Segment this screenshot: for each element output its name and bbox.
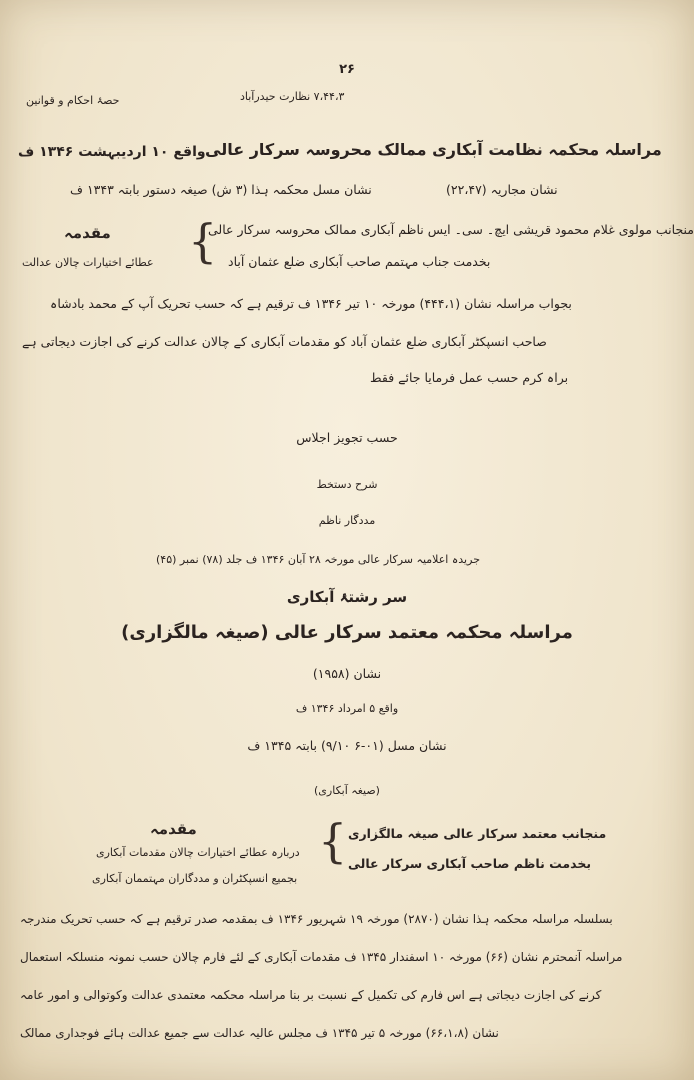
- letter2-heading: سر رشتۂ آبکاری: [286, 588, 408, 606]
- brace-icon-2: {: [318, 814, 348, 868]
- header-center-ref: ۷،۴۴،۳ نظارت حیدرآباد: [240, 90, 345, 103]
- letter1-subject-label: مقدمہ: [64, 224, 111, 242]
- letter1-body-line2: صاحب انسپکٹر آبکاری ضلع عثمان آباد کو مقدمات آبکاری کے چالان عدالت کرنے کی اجازت دیجاتی ہے: [22, 334, 547, 349]
- letter2-body-line1: بسلسلہ مراسلہ محکمہ ہذا نشان (۲۸۷۰) مورخہ ۱۹ شہریور ۱۳۴۶ ف بمقدمہ صدر ترقیم ہے کہ حسب تحریک مندرجہ: [20, 912, 613, 926]
- letter1-to: بخدمت جناب مہتمم صاحب آبکاری ضلع عثمان آباد: [228, 254, 491, 269]
- letter2-title: مراسلہ محکمہ معتمد سرکار عالی (صیغہ مالگزاری): [121, 622, 573, 643]
- letter1-ref-no: نشان مجاریہ (۲۲،۴۷): [446, 182, 558, 197]
- letter2-body-line2: مراسلہ آنمحترم نشان (۶۶) مورخہ ۱۰ اسفندار ۱۳۴۵ ف مقدمات آبکاری کے لئے فارم چالان حسب نمونہ منسلکہ استعمال: [20, 950, 623, 964]
- letter1-date: واقع ۱۰ اردیبہشت ۱۳۴۶ ف: [18, 144, 206, 160]
- letter1-body-line1: بجواب مراسلہ نشان (۴۴۴،۱) مورخہ ۱۰ تیر ۱۳۴۶ ف ترقیم ہے کہ حسب تحریک آپ کے محمد بادشاہ: [50, 296, 572, 311]
- page-number: ۲۶: [339, 62, 355, 77]
- letter1-title: مراسلہ محکمہ نظامت آبکاری ممالک محروسہ سرکار عالی: [205, 140, 662, 159]
- letter1-closing3: مددگار ناظم: [318, 514, 376, 527]
- letter2-from: منجانب معتمد سرکار عالی صیغہ مالگزاری: [348, 826, 607, 841]
- letter2-subject-label: مقدمہ: [150, 820, 197, 838]
- letter1-body-line3: براہ کرم حسب عمل فرمایا جائے فقط: [370, 370, 569, 385]
- letter2-subject-line2: بجمیع انسپکٹران و مددگاران مہتممان آبکاری: [92, 872, 298, 885]
- header-left-note: حصۂ احکام و قوانین: [26, 94, 120, 107]
- letter2-body-line4: نشان (۶۶،۱،۸) مورخہ ۵ تیر ۱۳۴۵ ف مجلس عالیہ عدالت سے جمیع عدالت ہائے فوجداری ممالک: [20, 1026, 499, 1040]
- gazette-ref: جریدہ اعلامیہ سرکار عالی مورخہ ۲۸ آبان ۱۳۴۶ ف جلد (۷۸) نمبر (۴۵): [156, 553, 480, 566]
- brace-icon: {: [188, 214, 218, 268]
- letter1-closing2: شرح دستخط: [316, 478, 378, 491]
- letter2-number: نشان (۱۹۵۸): [312, 666, 382, 681]
- letter1-file-no: نشان مسل محکمہ ہذا (۳ ش) صیغہ دستور بابتہ ۱۳۴۳ ف: [70, 182, 372, 197]
- letter2-body-line3: کرنے کی اجازت دیجاتی ہے اس فارم کی تکمیل کے نسبت بر بنا مراسلہ محکمہ معتمدی عدالت وکوتوالی و امور عامہ: [20, 988, 602, 1002]
- letter2-file-no: نشان مسل (۰۱-۶ ۹/۱۰) بابتہ ۱۳۴۵ ف: [247, 738, 447, 753]
- letter1-from: منجانب مولوی غلام محمود قریشی ایچ۔ سی۔ ایس ناظم آبکاری ممالک محروسہ سرکار عالی: [208, 222, 694, 237]
- letter2-dept: (صیغہ آبکاری): [314, 784, 380, 797]
- letter1-closing1: حسب تجویز اجلاس: [296, 430, 398, 445]
- letter1-subject-text: عطائے اختیارات چالان عدالت: [22, 256, 154, 269]
- letter2-date: واقع ۵ امرداد ۱۳۴۶ ف: [295, 702, 399, 715]
- letter2-to: بخدمت ناظم صاحب آبکاری سرکار عالی: [348, 856, 592, 871]
- letter2-subject-line1: دربارہ عطائے اختیارات چالان مقدمات آبکاری: [96, 846, 300, 859]
